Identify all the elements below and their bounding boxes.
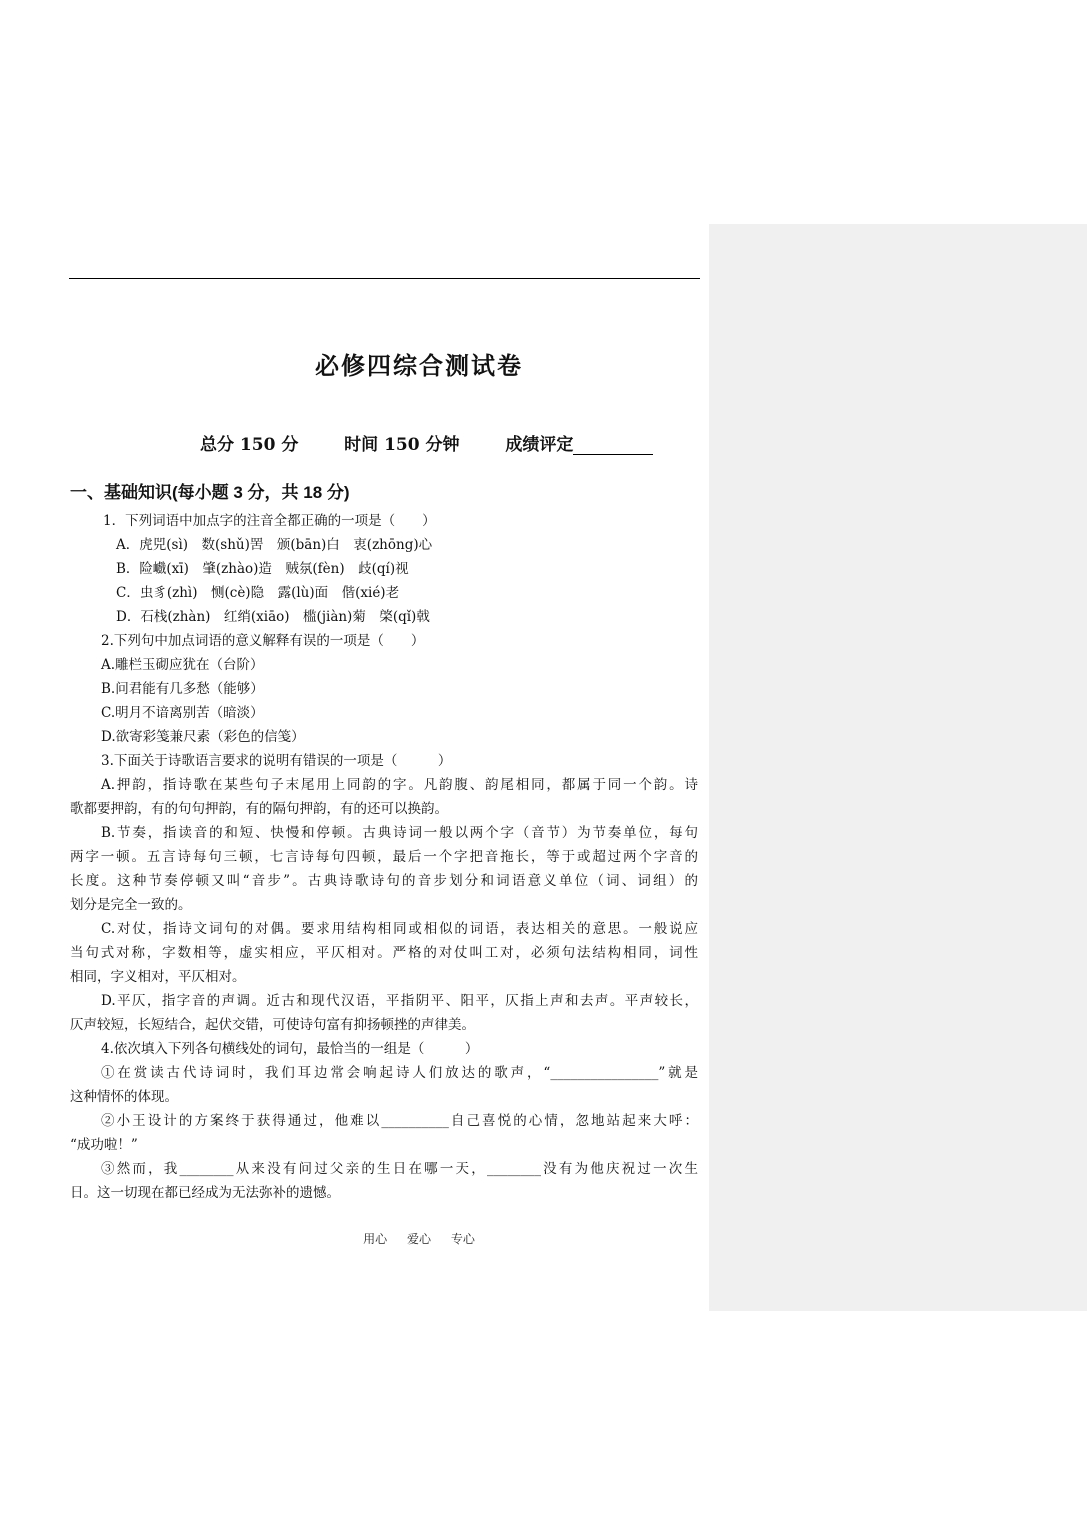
header-rule [69,278,700,279]
q3-option-b-line2: 两字一顿。五言诗每句三顿，七言诗每句四顿，最后一个字把音拖长，等于或超过两个字音的 [70,849,698,865]
q1-option-b: B．险巇(xī) 肇(zhào)造 贼氛(fèn) 歧(qí)视 [116,561,409,577]
q3-option-b-line1: B.节奏，指读音的和短、快慢和停顿。古典诗词一般以两个字（音节）为节奏单位，每句 [101,825,698,841]
q4-sentence-1-line1: ①在赏读古代诗词时，我们耳边常会响起诗人们放达的歌声，“________________”就是 [101,1065,698,1081]
q3-option-b-line4: 划分是完全一致的。 [70,897,192,913]
grade-blank [573,438,653,455]
q4-sentence-3-line1: ③然而，我________从来没有问过父亲的生日在哪一天，________没有为他庆祝过一次生 [101,1161,698,1177]
q2-option-b: B.问君能有几多愁（能够） [101,681,264,697]
question-4-stem: 4.依次填入下列各句横线处的词句，最恰当的一组是（ ） [101,1041,479,1057]
footer-word-1: 用心 [363,1232,388,1246]
comment-pane [709,224,1087,1311]
q4-sentence-2-line1: ②小王设计的方案终于获得通过，他难以__________自己喜悦的心情，忽地站起来大呼： [101,1113,698,1129]
q2-option-a: A.雕栏玉砌应犹在（台阶） [101,657,264,673]
question-3-stem: 3.下面关于诗歌语言要求的说明有错误的一项是（ ） [101,753,452,769]
q4-sentence-2-line2: “成功啦！” [70,1137,138,1153]
q4-sentence-1-line2: 这种情怀的体现。 [70,1089,178,1105]
page-title: 必修四综合测试卷 [315,351,523,380]
q3-option-c-line2: 当句式对称，字数相等，虚实相应，平仄相对。严格的对仗叫工对，必须句法结构相同，词性 [70,945,698,961]
exam-time: 时间 150 分钟 [344,435,460,455]
q2-option-d: D.欲寄彩笺兼尺素（彩色的信笺） [101,729,305,745]
q4-sentence-3-line2: 日。这一切现在都已经成为无法弥补的遗憾。 [70,1185,340,1201]
q3-option-a-line1: A.押韵，指诗歌在某些句子末尾用上同韵的字。凡韵腹、韵尾相同，都属于同一个韵。诗 [101,777,698,793]
q3-option-d-line2: 仄声较短，长短结合，起伏交错，可使诗句富有抑扬顿挫的声律美。 [70,1017,475,1033]
footer-word-2: 爱心 [406,1232,431,1246]
q3-option-d-line1: D.平仄，指字音的声调。近古和现代汉语，平指阴平、阳平，仄指上声和去声。平声较长， [101,993,698,1009]
q3-option-c-line1: C.对仗，指诗文词句的对偶。要求用结构相同或相似的词语，表达相关的意思。一般说应 [101,921,698,937]
q3-option-a-line2: 歌都要押韵，有的句句押韵，有的隔句押韵，有的还可以换韵。 [70,801,448,817]
question-2-stem: 2.下列句中加点词语的意义解释有误的一项是（ ） [101,633,425,649]
q2-option-c: C.明月不谙离别苦（暗淡） [101,705,264,721]
q1-option-d: D．石栈(zhàn) 红绡(xiāo) 槛(jiàn)菊 棨(qǐ)戟 [116,609,430,625]
q1-option-c: C．虫豸(zhì) 恻(cè)隐 露(lù)面 偕(xié)老 [116,585,400,601]
score-info [200,430,653,455]
page-footer [69,1230,769,1247]
total-score: 总分 150 分 [200,435,299,455]
q3-option-c-line3: 相同，字义相对，平仄相对。 [70,969,246,985]
footer-word-3: 专心 [450,1232,475,1246]
q3-option-b-line3: 长度。这种节奏停顿又叫“音步”。古典诗歌诗句的音步划分和词语意义单位（词、词组）的 [70,873,698,889]
section-heading: 一、基础知识(每小题 3 分，共 18 分) [70,483,350,502]
question-1-stem: 1．下列词语中加点字的注音全都正确的一项是（ ） [103,513,436,529]
grade-label: 成绩评定 [505,435,574,455]
q1-option-a: A．虎兕(sì) 数(shǔ)罟 颁(bān)白 衷(zhōng)心 [116,537,433,553]
